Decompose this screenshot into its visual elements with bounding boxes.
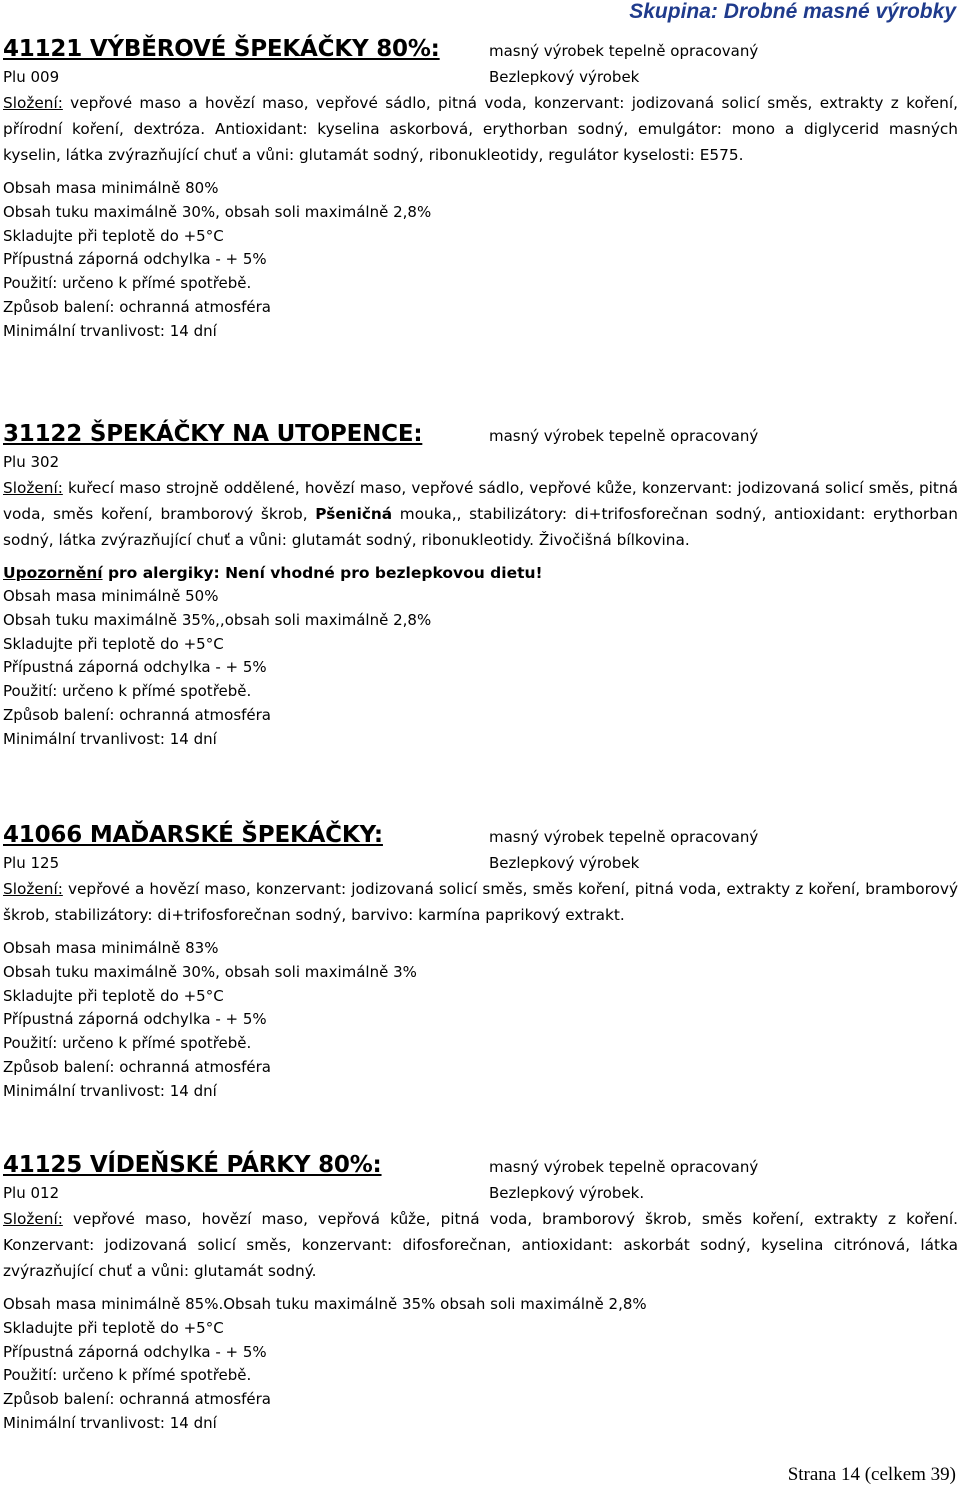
info-line: Použití: určeno k přímé spotřebě. bbox=[3, 1034, 252, 1053]
info-line: Obsah tuku maximálně 30%, obsah soli maximálně 2,8% bbox=[3, 202, 432, 221]
product-type: masný výrobek tepelně opracovaný bbox=[489, 427, 759, 445]
info-line: Způsob balení: ochranná atmosféra bbox=[3, 297, 272, 316]
info-line: Skladujte při teplotě do +5°C bbox=[3, 634, 224, 653]
product-title: 41066 MAĎARSKÉ ŠPEKÁČKY: bbox=[3, 822, 383, 848]
product-plu: Plu 009 bbox=[3, 68, 60, 86]
composition bbox=[3, 90, 958, 168]
composition bbox=[3, 876, 958, 928]
composition bbox=[3, 1206, 958, 1284]
info-line: Způsob balení: ochranná atmosféra bbox=[3, 1057, 272, 1076]
info-line: Přípustná záporná odchylka - + 5% bbox=[3, 250, 267, 269]
composition-label: Složení: bbox=[3, 94, 63, 112]
product-section bbox=[3, 1152, 958, 1436]
info-line: Použití: určeno k přímé spotřebě. bbox=[3, 682, 252, 701]
allergy-label: Upozornění bbox=[3, 564, 103, 582]
info-line: Obsah masa minimálně 85%.Obsah tuku maximálně 35% obsah soli maximálně 2,8% bbox=[3, 1295, 647, 1313]
product-info bbox=[3, 177, 958, 344]
info-line: Minimální trvanlivost: 14 dní bbox=[3, 729, 217, 748]
product-type: masný výrobek tepelně opracovaný bbox=[489, 1158, 759, 1176]
info-line: Přípustná záporná odchylka - + 5% bbox=[3, 658, 267, 677]
composition-label: Složení: bbox=[3, 1210, 63, 1228]
info-line: Použití: určeno k přímé spotřebě. bbox=[3, 1366, 252, 1385]
composition-text: vepřové maso a hovězí maso, vepřové sádlo, pitná voda, konzervant: jodizovaná solicí směs, extrakty z koření, přírodní koření, dextróza. Antioxidant: kyselina askorbová, erythorban sodný, emulgátor: mono a diglycerid masných kyselin, látka zvýrazňující chuť a vůni: glutamát sodný, ribonukleotidy, regulátor kyselosti: E575. bbox=[3, 94, 958, 164]
allergy-text: pro alergiky: Není vhodné pro bezlepkovou dietu! bbox=[102, 564, 543, 582]
product-title: 41125 VÍDEŇSKÉ PÁRKY 80%: bbox=[3, 1152, 382, 1178]
composition-label: Složení: bbox=[3, 880, 63, 898]
info-line: Skladujte při teplotě do +5°C bbox=[3, 1318, 224, 1337]
product-type: masný výrobek tepelně opracovaný bbox=[489, 42, 759, 60]
info-line: Obsah masa minimálně 80% bbox=[3, 179, 219, 197]
gluten-free-label: Bezlepkový výrobek bbox=[489, 854, 640, 872]
info-line: Způsob balení: ochranná atmosféra bbox=[3, 1390, 272, 1409]
info-line: Obsah masa minimálně 50% bbox=[3, 587, 219, 605]
info-line: Způsob balení: ochranná atmosféra bbox=[3, 705, 272, 724]
info-line: Minimální trvanlivost: 14 dní bbox=[3, 1081, 217, 1100]
product-info bbox=[3, 1293, 958, 1436]
product-section bbox=[3, 36, 958, 344]
product-plu: Plu 012 bbox=[3, 1184, 60, 1202]
gluten-free-label: Bezlepkový výrobek. bbox=[489, 1184, 645, 1202]
composition bbox=[3, 475, 958, 553]
product-type: masný výrobek tepelně opracovaný bbox=[489, 828, 759, 846]
product-plu: Plu 302 bbox=[3, 453, 60, 471]
info-line: Přípustná záporná odchylka - + 5% bbox=[3, 1342, 267, 1361]
info-line: Skladujte při teplotě do +5°C bbox=[3, 226, 224, 245]
page-number: Strana 14 (celkem 39) bbox=[787, 1464, 956, 1485]
product-section bbox=[3, 822, 958, 1104]
group-header: Skupina: Drobné masné výrobky bbox=[629, 0, 956, 23]
product-plu: Plu 125 bbox=[3, 854, 60, 872]
info-line: Skladujte při teplotě do +5°C bbox=[3, 986, 224, 1005]
product-title: 41121 VÝBĚROVÉ ŠPEKÁČKY 80%: bbox=[3, 36, 440, 62]
info-line: Přípustná záporná odchylka - + 5% bbox=[3, 1010, 267, 1029]
info-line: Obsah tuku maximálně 35%,,obsah soli maximálně 2,8% bbox=[3, 610, 432, 629]
composition-text: mouka,, stabilizátory: di+trifosforečnan sodný, antioxidant: erythorban sodný, látka zvýrazňující chuť a vůni: glutamát sodný, ribonukleotidy. Živočišná bílkovina. bbox=[3, 505, 958, 549]
gluten-free-label: Bezlepkový výrobek bbox=[489, 68, 640, 86]
allergen-highlight: Pšeničná bbox=[315, 505, 393, 523]
info-line: Obsah masa minimálně 83% bbox=[3, 939, 219, 957]
composition-text: vepřové maso, hovězí maso, vepřová kůže, pitná voda, bramborový škrob, směs koření, extrakty z koření. Konzervant: jodizovaná solicí směs, konzervant: difosforečnan, antioxidant: askorbát sodný, kyselina citrónová, látka zvýrazňující chuť a vůni: glutamát sodný. bbox=[3, 1210, 958, 1280]
composition-text: kuřecí maso strojně oddělené, hovězí maso, vepřové sádlo, vepřové kůže, konzervant: jodizovaná solicí směs, pitná voda, směs koření, bramborový škrob, bbox=[3, 479, 958, 523]
info-line: Obsah tuku maximálně 30%, obsah soli maximálně 3% bbox=[3, 962, 417, 981]
allergy-warning bbox=[3, 561, 958, 585]
product-title: 31122 ŠPEKÁČKY NA UTOPENCE: bbox=[3, 421, 423, 447]
product-info bbox=[3, 937, 958, 1104]
product-info bbox=[3, 585, 958, 752]
product-section bbox=[3, 421, 958, 752]
info-line: Použití: určeno k přímé spotřebě. bbox=[3, 274, 252, 293]
info-line: Minimální trvanlivost: 14 dní bbox=[3, 1413, 217, 1432]
composition-label: Složení: bbox=[3, 479, 63, 497]
composition-text: vepřové a hovězí maso, konzervant: jodizovaná solicí směs, směs koření, pitná voda, extrakty z koření, bramborový škrob, stabilizátory: di+trifosforečnan sodný, barvivo: karmína paprikový extrakt. bbox=[3, 880, 958, 924]
info-line: Minimální trvanlivost: 14 dní bbox=[3, 321, 217, 340]
